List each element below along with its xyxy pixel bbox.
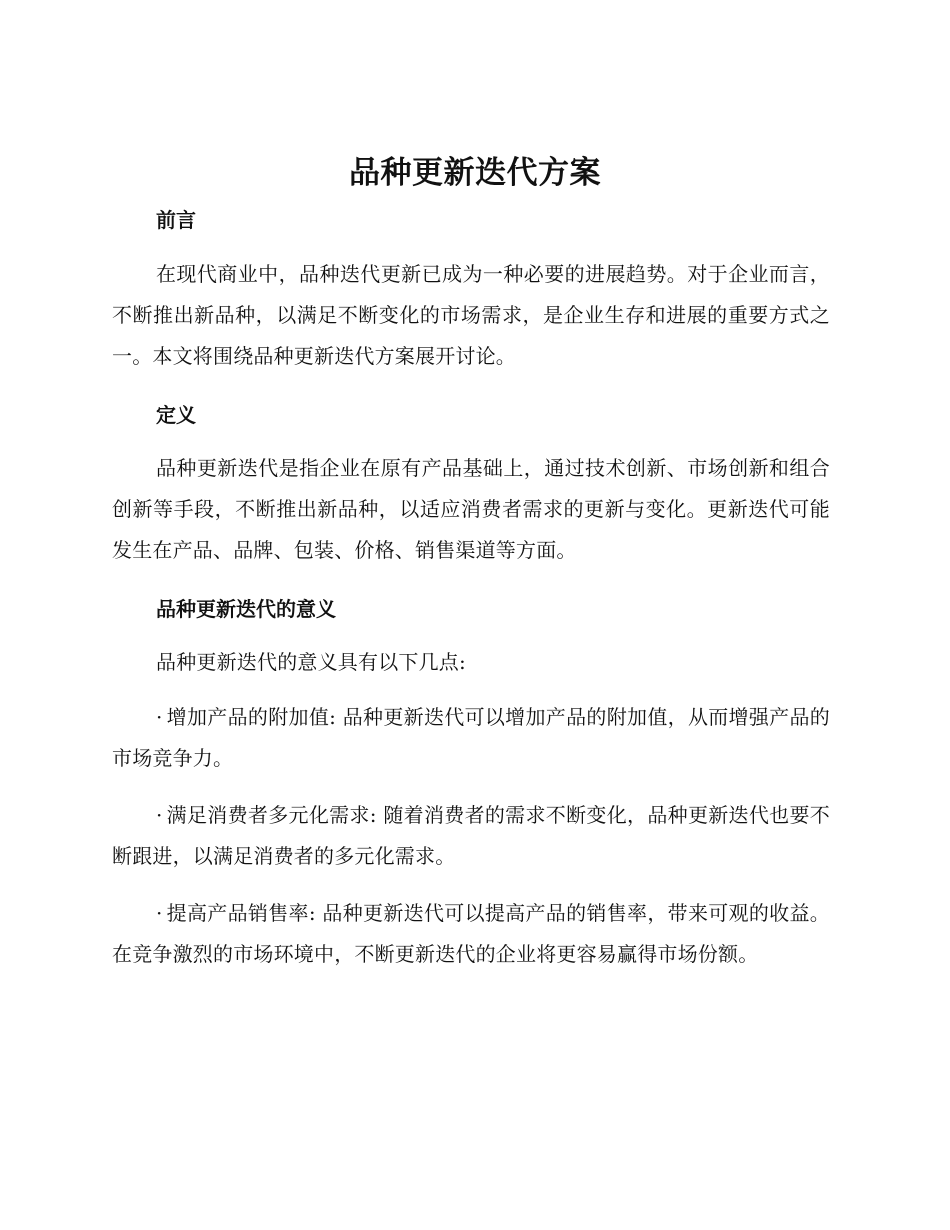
- bullet-text: 提高产品销售率: 品种更新迭代可以提高产品的销售率，带来可观的收益。在竞争激烈的市场环境中，不断更新迭代的企业将更容易赢得市场份额。: [112, 901, 830, 966]
- bullet-text: 满足消费者多元化需求: 随着消费者的需求不断变化，品种更新迭代也要不断跟进，以满足消费者的多元化需求。: [112, 803, 830, 868]
- list-item: [112, 795, 830, 877]
- preface-paragraph: 在现代商业中，品种迭代更新已成为一种必要的进展趋势。对于企业而言，不断推出新品种，以满足不断变化的市场需求，是企业生存和进展的重要方式之一。本文将围绕品种更新迭代方案展开讨论。: [112, 262, 830, 368]
- section-heading-significance: 品种更新迭代的意义: [156, 597, 336, 621]
- section-heading-definition: 定义: [156, 403, 196, 427]
- bullet-marker: ·: [156, 705, 163, 729]
- definition-paragraph: 品种更新迭代是指企业在原有产品基础上，通过技术创新、市场创新和组合创新等手段，不断推出新品种，以适应消费者需求的更新与变化。更新迭代可能发生在产品、品牌、包装、价格、销售渠道等方面。: [112, 456, 830, 562]
- bullet-text: 增加产品的附加值: 品种更新迭代可以增加产品的附加值，从而增强产品的市场竞争力。: [112, 705, 830, 770]
- list-item: [112, 893, 830, 975]
- bullet-marker: ·: [156, 803, 163, 827]
- bullet-marker: ·: [156, 901, 163, 925]
- significance-intro: 品种更新迭代的意义具有以下几点:: [156, 650, 466, 674]
- list-item: [112, 697, 830, 779]
- section-heading-preface: 前言: [156, 208, 196, 232]
- document-title: 品种更新迭代方案: [349, 155, 601, 191]
